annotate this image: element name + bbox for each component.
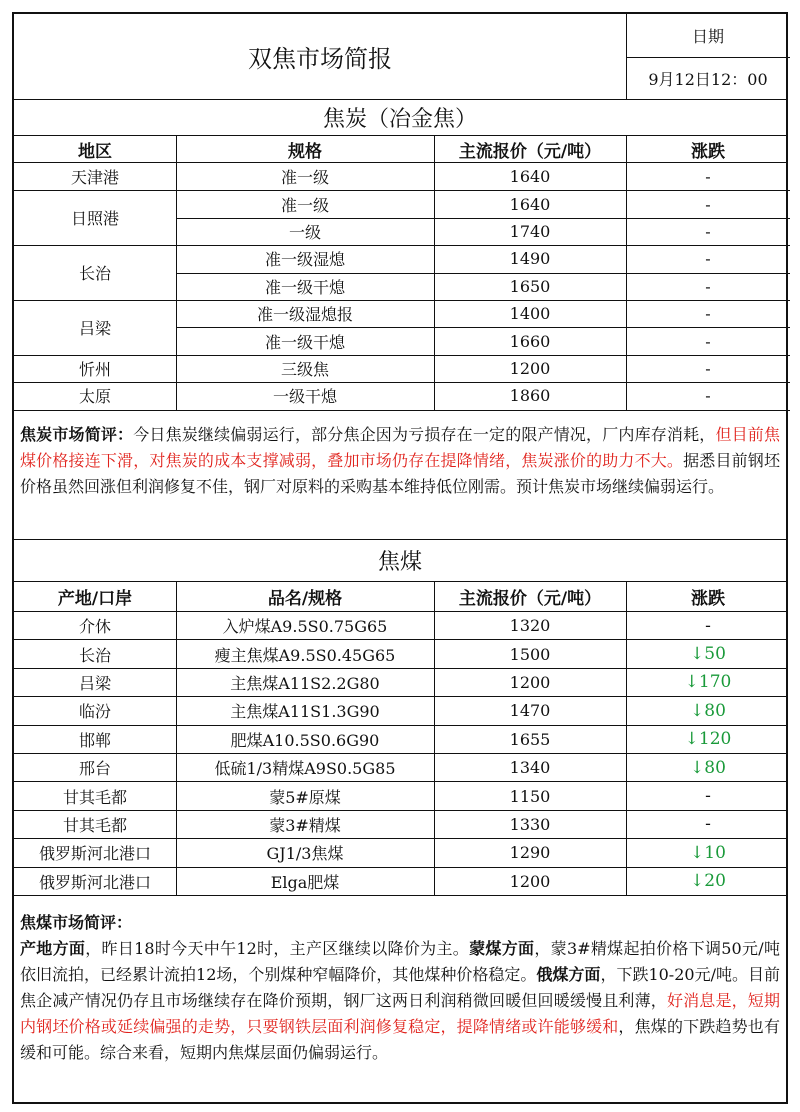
- coal-table-row: [14, 782, 786, 810]
- coal-price-cell: 1150: [509, 786, 551, 806]
- coal-price-cell: 1655: [509, 729, 551, 749]
- coal-price-cell: 1340: [509, 758, 551, 778]
- coal-price-cell: 1200: [509, 672, 551, 692]
- coal-change-cell: ↓20: [690, 871, 726, 892]
- coal-commentary-text2: ，蒙3#精煤起拍价格下调50元/吨依旧流拍，已经累计流拍12场，个别煤种窄幅降价，其他煤种价格稳定。: [20, 939, 780, 984]
- coke-change-cell: -: [705, 304, 711, 324]
- coke-section-header: [14, 100, 786, 136]
- coke-price-cell: 1860: [509, 386, 551, 406]
- coke-spec-cell: 准一级干熄: [264, 332, 345, 352]
- coal-section-header: [14, 540, 786, 582]
- coal-spec-cell: 主焦煤A11S1.3G90: [230, 702, 380, 722]
- coke-spec-cell: 准一级干熄: [264, 277, 345, 297]
- coke-change-cell: -: [705, 386, 711, 406]
- coke-price-cell: 1650: [509, 276, 551, 296]
- coal-origin-cell: 甘其毛都: [62, 815, 127, 835]
- coal-change-cell: ↓80: [690, 757, 726, 778]
- coke-spec-cell: 一级干熄: [272, 387, 337, 407]
- coal-price-cell: 1320: [509, 616, 551, 636]
- coal-commentary-label: 焦煤市场简评：: [20, 913, 133, 932]
- coal-column-header-change: 涨跌: [691, 589, 725, 609]
- coal-table-row: [14, 811, 786, 839]
- coal-origin-cell: 长治: [78, 645, 111, 665]
- coke-spec-cell: 准一级湿熄: [264, 250, 345, 270]
- coal-column-header-origin: 产地/口岸: [57, 589, 133, 609]
- coke-change-cell: -: [705, 167, 711, 187]
- coke-table-header: [14, 136, 786, 163]
- coal-origin-cell: 俄罗斯河北港口: [38, 872, 151, 892]
- coke-price-cell: 1490: [509, 249, 551, 269]
- coal-spec-cell: 主焦煤A11S2.2G80: [230, 673, 380, 693]
- coal-section-title: 焦煤: [377, 550, 422, 575]
- coke-spec-cell: 准一级: [280, 168, 329, 188]
- coal-table-row: [14, 669, 786, 697]
- coke-spec-cell: 准一级湿熄报: [256, 305, 353, 325]
- coal-commentary-text4: ，焦煤的下跌趋势也有缓和可能。综合来看，短期内焦煤层面仍偏弱运行。: [20, 1017, 780, 1062]
- coal-change-cell: -: [705, 786, 711, 807]
- date-value: 9月12日12：00: [648, 70, 768, 89]
- coal-column-header-price: 主流报价（元/吨）: [458, 589, 602, 609]
- coal-spec-cell: 蒙5#原煤: [269, 787, 341, 807]
- coke-spec-cell: 三级焦: [280, 359, 329, 379]
- coke-region-cell: 太原: [78, 387, 111, 407]
- coal-origin-cell: 邯郸: [78, 730, 111, 750]
- report-sheet: [12, 12, 788, 1104]
- coal-spec-cell: 蒙3#精煤: [269, 815, 341, 835]
- coal-origin-cell: 吕梁: [78, 673, 111, 693]
- coke-commentary-label: 焦炭市场简评：: [20, 425, 134, 444]
- coke-change-cell: -: [705, 221, 711, 241]
- coal-spec-cell: 瘦主焦煤A9.5S0.45G65: [214, 645, 396, 665]
- coal-change-cell: -: [705, 615, 711, 636]
- coke-price-cell: 1400: [509, 304, 551, 324]
- coal-price-cell: 1290: [509, 843, 551, 863]
- coke-commentary-text2: 据悉目前钢坯价格虽然回涨但利润修复不佳，钢厂对原料的采购基本维持低位刚需。预计焦炭市场继续偏弱运行。: [20, 451, 780, 496]
- coal-table-row: [14, 839, 786, 867]
- coal-origin-cell: 甘其毛都: [62, 787, 127, 807]
- coal-origin-cell: 介休: [78, 617, 111, 637]
- coke-region-cell: 吕梁: [78, 318, 111, 338]
- origin-side-label: 产地方面: [20, 939, 86, 958]
- coal-commentary: [14, 896, 786, 1102]
- coke-region-cell: 长治: [78, 264, 111, 284]
- russia-side-label: 俄煤方面: [536, 965, 601, 984]
- coal-commentary-text3: ，下跌10-20元/吨。目前焦企减产情况仍存且市场继续存在降价预期，钢厂这两日利润稍微回暖但回暖缓慢且利薄，: [20, 965, 780, 1010]
- coke-spec-cell: 准一级: [280, 195, 329, 215]
- coal-change-cell: ↓50: [690, 644, 726, 665]
- coal-origin-cell: 邢台: [78, 759, 111, 779]
- coke-column-header-region: 地区: [78, 141, 112, 162]
- coal-table-row: [14, 868, 786, 896]
- coal-origin-cell: 临汾: [78, 702, 111, 722]
- coke-region-cell: 天津港: [70, 168, 119, 188]
- coal-table-row: [14, 612, 786, 640]
- report-title: 双焦市场简报: [248, 45, 392, 73]
- coke-price-cell: 1660: [509, 331, 551, 351]
- coal-price-cell: 1330: [509, 814, 551, 834]
- coal-origin-cell: 俄罗斯河北港口: [38, 844, 151, 864]
- coal-spec-cell: Elga肥煤: [270, 872, 340, 892]
- coke-price-table: [14, 136, 786, 410]
- coke-column-header-change: 涨跌: [691, 141, 725, 162]
- coke-region-cell: 日照港: [70, 209, 119, 229]
- coke-change-cell: -: [705, 331, 711, 351]
- coke-column-header-spec: 规格: [288, 141, 322, 162]
- coal-table-row: [14, 640, 786, 668]
- coal-change-cell: ↓170: [684, 672, 732, 693]
- coal-price-cell: 1470: [509, 701, 551, 721]
- coal-table-row: [14, 697, 786, 725]
- coke-section-title: 焦炭（冶金焦）: [322, 107, 477, 132]
- date-label: 日期: [691, 27, 724, 46]
- coke-change-cell: -: [705, 249, 711, 269]
- coal-change-cell: ↓80: [690, 700, 726, 721]
- coke-price-cell: 1640: [509, 167, 551, 187]
- coke-commentary-text1: 今日焦炭继续偏弱运行，部分焦企因为亏损存在一定的限产情况，厂内库存消耗，: [133, 425, 716, 444]
- report-header: [14, 14, 786, 100]
- mongolia-side-label: 蒙煤方面: [469, 939, 535, 958]
- coke-spec-cell: 一级: [288, 222, 321, 242]
- coke-change-cell: -: [705, 276, 711, 296]
- coke-column-header-price: 主流报价（元/吨）: [458, 141, 602, 162]
- coal-commentary-highlight: 好消息是，短期内钢坯价格或延续偏强的走势，只要钢铁层面利润修复稳定，提降情绪或许能够缓和: [20, 991, 780, 1036]
- coke-price-cell: 1640: [509, 194, 551, 214]
- coal-change-cell: ↓120: [684, 729, 732, 750]
- coke-price-cell: 1200: [509, 358, 551, 378]
- coal-change-cell: ↓10: [690, 842, 726, 863]
- coal-price-table: [14, 582, 786, 896]
- coal-price-cell: 1500: [509, 644, 551, 664]
- coal-change-cell: -: [705, 814, 711, 835]
- coke-change-cell: -: [705, 358, 711, 378]
- coal-spec-cell: 肥煤A10.5S0.6G90: [230, 730, 380, 750]
- coal-table-row: [14, 726, 786, 754]
- coal-spec-cell: 入炉煤A9.5S0.75G65: [222, 617, 388, 637]
- coke-change-cell: -: [705, 194, 711, 214]
- coke-price-cell: 1740: [509, 221, 551, 241]
- coal-column-header-spec: 品名/规格: [267, 589, 343, 609]
- coal-commentary-text1: ，昨日18时今天中午12时，主产区继续以降价为主。: [85, 939, 470, 958]
- coke-commentary-highlight: 但目前焦煤价格接连下滑，对焦炭的成本支撑减弱，叠加市场仍存在提降情绪，焦炭涨价的助力不大。: [20, 425, 780, 470]
- coal-spec-cell: GJ1/3焦煤: [266, 844, 344, 864]
- coal-price-cell: 1200: [509, 871, 551, 891]
- coke-region-cell: 忻州: [78, 359, 111, 379]
- coke-commentary: [14, 410, 786, 540]
- coal-table-row: [14, 754, 786, 782]
- coal-spec-cell: 低硫1/3精煤A9S0.5G85: [214, 759, 396, 779]
- coal-table-header: [14, 582, 786, 612]
